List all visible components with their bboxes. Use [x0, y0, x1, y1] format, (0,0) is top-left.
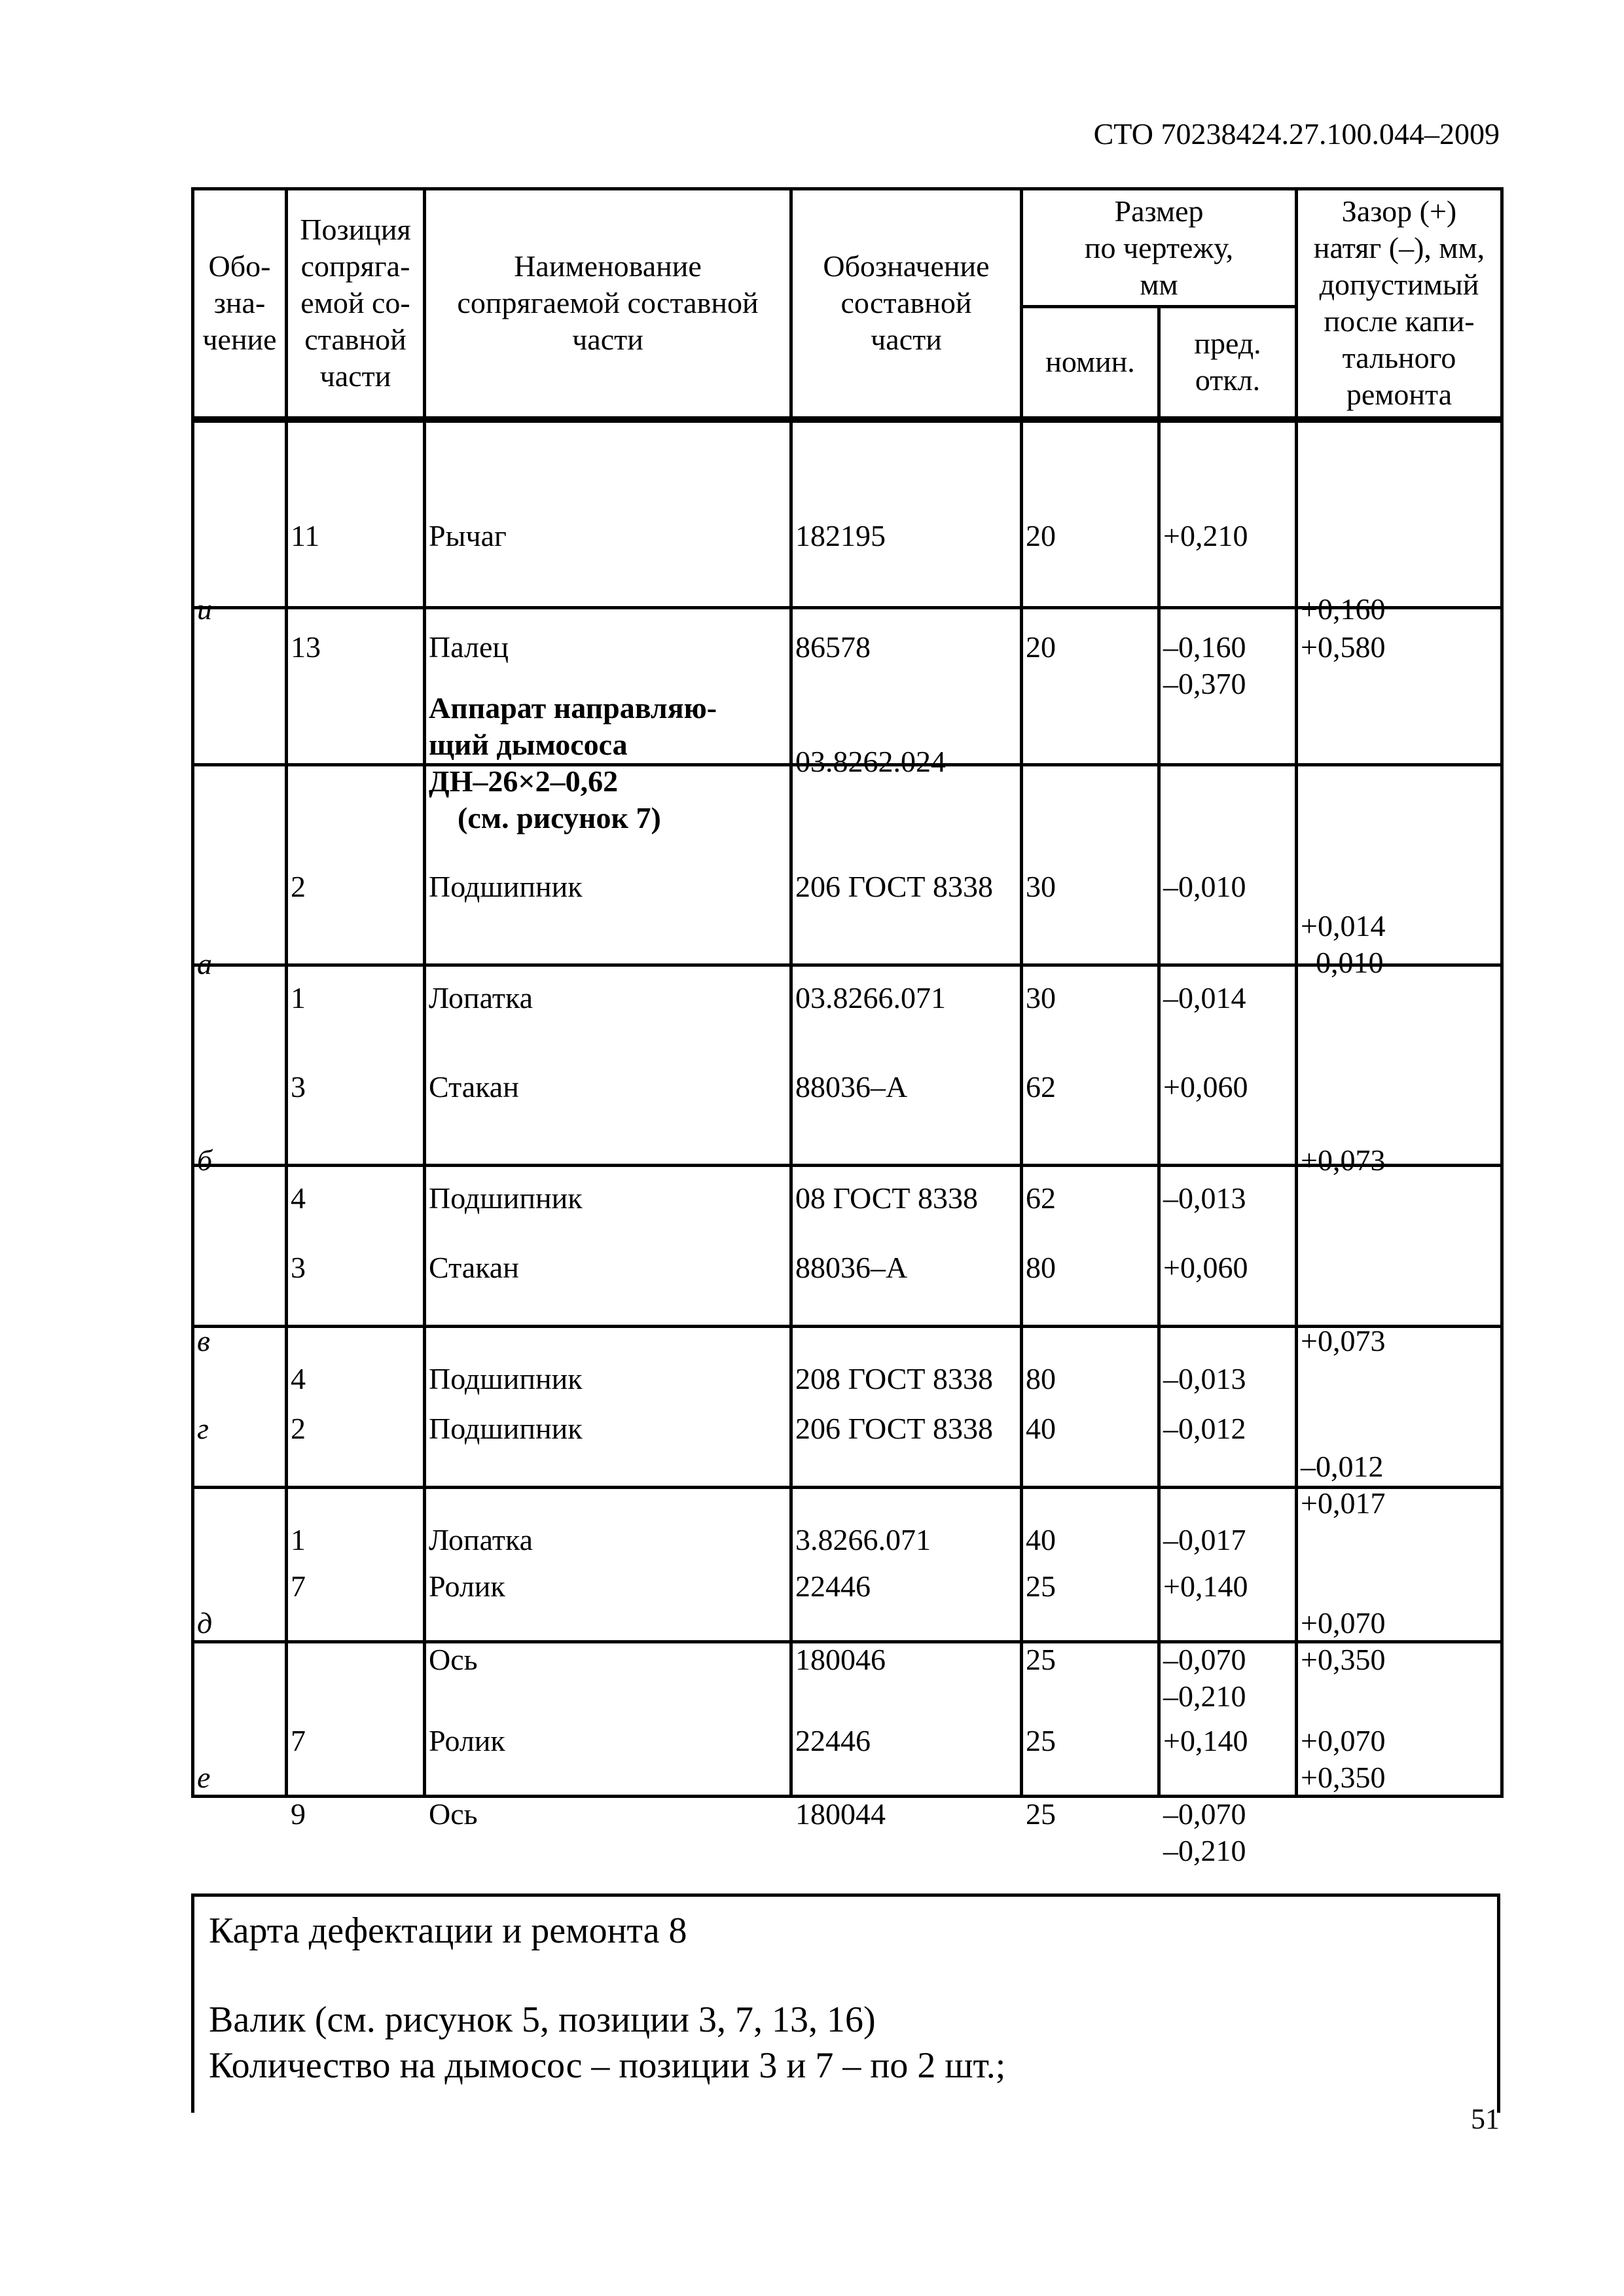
- part-code-cell: 180044: [795, 1797, 886, 1831]
- part-name-cell: Подшипник: [429, 1181, 583, 1215]
- deviation-cell: –0,010: [1163, 869, 1246, 903]
- deviation-cell: –0,012: [1163, 1411, 1246, 1445]
- clearance-cell: +0,070: [1301, 1605, 1386, 1640]
- header-size: Размер по чертежу, мм: [1022, 189, 1297, 307]
- part-name-cell: Подшипник: [429, 869, 583, 903]
- part-name-cell: Стакан: [429, 1250, 519, 1284]
- nominal-cell: 25: [1026, 1723, 1056, 1757]
- nominal-cell: 20: [1026, 630, 1056, 664]
- position-cell: 13: [291, 630, 321, 664]
- part-name-cell: Рычаг: [429, 518, 507, 552]
- clearance-cell: +0,073: [1301, 1143, 1386, 1177]
- part-code-cell: 182195: [795, 518, 886, 552]
- assembly-title-line: ДН–26×2–0,62: [429, 764, 619, 798]
- nominal-cell: 20: [1026, 518, 1056, 552]
- nominal-cell: 30: [1026, 980, 1056, 1014]
- position-cell: 2: [291, 1411, 306, 1445]
- position-cell: 1: [291, 980, 306, 1014]
- part-name-cell: Ролик: [429, 1569, 505, 1603]
- nominal-cell: 40: [1026, 1411, 1056, 1445]
- clearance-cell: +0,014: [1301, 908, 1386, 942]
- position-cell: 11: [291, 518, 320, 552]
- row-mark: д: [197, 1605, 213, 1640]
- clearance-cell: +0,070: [1301, 1723, 1386, 1757]
- position-cell: 2: [291, 869, 306, 903]
- part-code-cell: 206 ГОСТ 8338: [795, 1411, 994, 1445]
- nominal-cell: 62: [1026, 1069, 1056, 1103]
- assembly-title-line: (см. рисунок 7): [458, 800, 661, 834]
- assembly-title-line: щий дымососа: [429, 727, 628, 761]
- deviation-cell: +0,060: [1163, 1069, 1248, 1103]
- part-name-cell: Палец: [429, 630, 509, 664]
- clearance-cell: –0,010: [1301, 945, 1384, 979]
- row-mark: б: [197, 1143, 213, 1177]
- nominal-cell: 25: [1026, 1569, 1056, 1603]
- nominal-cell: 80: [1026, 1361, 1056, 1395]
- nominal-cell: 40: [1026, 1522, 1056, 1556]
- header-clearance: Зазор (+) натяг (–), мм, допустимый после капи- тального ремонта: [1297, 189, 1502, 420]
- clearance-cell: +0,017: [1301, 1486, 1386, 1520]
- row-mark: г: [197, 1411, 209, 1445]
- assembly-title-line: Аппарат направляю-: [429, 691, 717, 725]
- clearance-cell: +0,073: [1301, 1323, 1386, 1357]
- position-cell: 3: [291, 1069, 306, 1103]
- position-cell: 7: [291, 1569, 306, 1603]
- table-row-group-i: [193, 420, 1502, 608]
- deviation-cell: –0,160: [1163, 630, 1246, 664]
- table-row-group-a: [193, 765, 1502, 965]
- clearance-cell: +0,350: [1301, 1642, 1386, 1676]
- part-code-cell: 180046: [795, 1642, 886, 1676]
- card-title: Карта дефектации и ремонта 8: [209, 1910, 687, 1951]
- header-part-code: Обозначение составной части: [791, 189, 1022, 420]
- part-code-cell: 3.8266.071: [795, 1522, 931, 1556]
- card-quantity-line: Количество на дымосос – позиции 3 и 7 – по 2 шт.;: [209, 2045, 1006, 2086]
- deviation-cell: +0,060: [1163, 1250, 1248, 1284]
- position-cell: 4: [291, 1361, 306, 1395]
- part-code-cell: 206 ГОСТ 8338: [795, 869, 994, 903]
- document-code: СТО 70238424.27.100.044–2009: [1093, 117, 1500, 151]
- header-deviation: пред. откл.: [1159, 307, 1297, 420]
- part-name-cell: Подшипник: [429, 1411, 583, 1445]
- deviation-cell: +0,210: [1163, 518, 1248, 552]
- deviation-cell: –0,210: [1163, 1833, 1246, 1867]
- part-name-cell: Ролик: [429, 1723, 505, 1757]
- part-name-cell: Подшипник: [429, 1361, 583, 1395]
- position-cell: 3: [291, 1250, 306, 1284]
- nominal-cell: 25: [1026, 1797, 1056, 1831]
- card-part-line: Валик (см. рисунок 5, позиции 3, 7, 13, 16): [209, 2000, 876, 2040]
- header-designation: Обо- зна- чение: [193, 189, 287, 420]
- deviation-cell: –0,210: [1163, 1679, 1246, 1713]
- deviation-cell: –0,013: [1163, 1361, 1246, 1395]
- page-number: 51: [1471, 2103, 1500, 2135]
- nominal-cell: 25: [1026, 1642, 1056, 1676]
- deviation-cell: –0,013: [1163, 1181, 1246, 1215]
- deviation-cell: –0,070: [1163, 1642, 1246, 1676]
- part-name-cell: Стакан: [429, 1069, 519, 1103]
- header-position: Позиция сопряга- емой со- ставной части: [287, 189, 425, 420]
- deviation-cell: –0,370: [1163, 666, 1246, 700]
- part-code-cell: 03.8262.024: [795, 744, 946, 778]
- part-name-cell: Лопатка: [429, 1522, 533, 1556]
- nominal-cell: 80: [1026, 1250, 1056, 1284]
- position-cell: 9: [291, 1797, 306, 1831]
- position-cell: 7: [291, 1723, 306, 1757]
- deviation-cell: –0,017: [1163, 1522, 1246, 1556]
- clearance-cell: –0,012: [1301, 1449, 1384, 1483]
- deviation-cell: +0,140: [1163, 1723, 1248, 1757]
- defect-card-box: [191, 1893, 1500, 2113]
- part-code-cell: 88036–А: [795, 1069, 908, 1103]
- position-cell: 1: [291, 1522, 306, 1556]
- part-code-cell: 03.8266.071: [795, 980, 946, 1014]
- nominal-cell: 62: [1026, 1181, 1056, 1215]
- part-name-cell: Ось: [429, 1797, 478, 1831]
- row-mark: е: [197, 1760, 211, 1794]
- part-code-cell: 22446: [795, 1569, 871, 1603]
- clearance-cell: +0,160: [1301, 592, 1386, 626]
- part-code-cell: 22446: [795, 1723, 871, 1757]
- nominal-cell: 30: [1026, 869, 1056, 903]
- mating-parts-table: [191, 187, 1504, 1867]
- clearance-cell: +0,580: [1301, 630, 1386, 664]
- header-part-name: Наименование сопрягаемой составной части: [425, 189, 791, 420]
- deviation-cell: –0,014: [1163, 980, 1246, 1014]
- clearance-cell: +0,350: [1301, 1760, 1386, 1794]
- part-code-cell: 208 ГОСТ 8338: [795, 1361, 994, 1395]
- part-code-cell: 88036–А: [795, 1250, 908, 1284]
- part-code-cell: 86578: [795, 630, 871, 664]
- part-code-cell: 08 ГОСТ 8338: [795, 1181, 979, 1215]
- header-nominal: номин.: [1022, 307, 1159, 420]
- deviation-cell: +0,140: [1163, 1569, 1248, 1603]
- row-mark: и: [197, 592, 212, 626]
- position-cell: 4: [291, 1181, 306, 1215]
- deviation-cell: –0,070: [1163, 1797, 1246, 1831]
- row-mark: а: [197, 946, 212, 980]
- row-mark: в: [197, 1323, 210, 1357]
- part-name-cell: Лопатка: [429, 980, 533, 1014]
- part-name-cell: Ось: [429, 1642, 478, 1676]
